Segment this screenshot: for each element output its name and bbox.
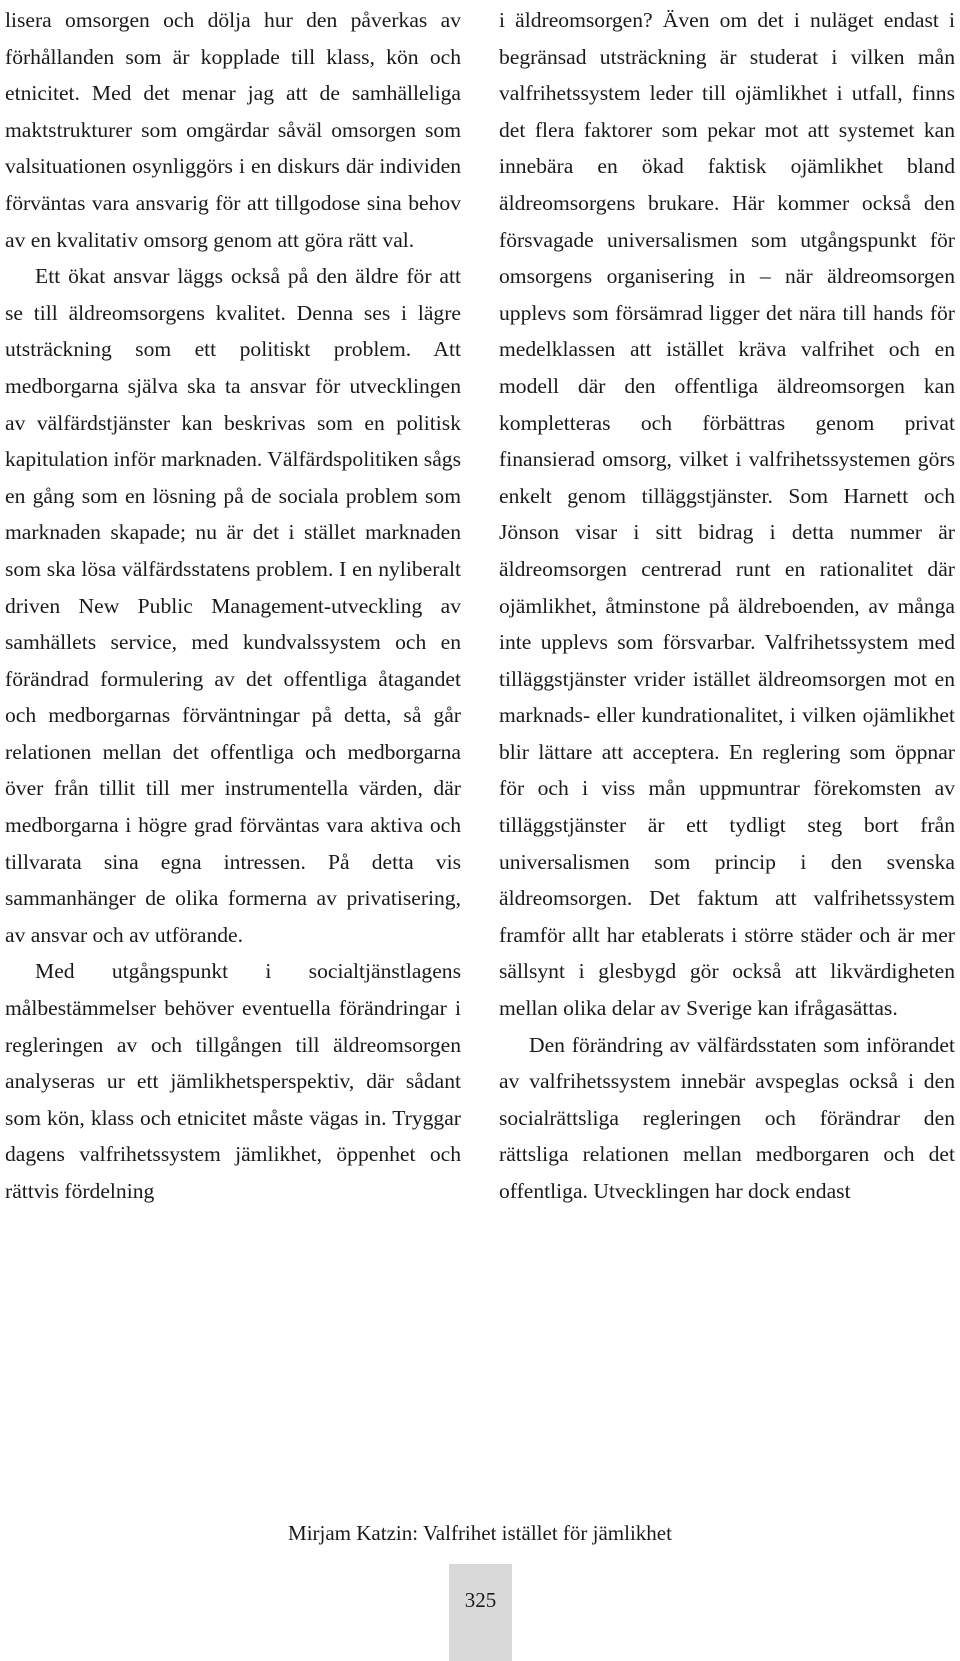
left-paragraph-2: Ett ökat ansvar läggs också på den äldre för att se till äldreomsorgens kvalitet. Denna ses i lägre utsträckning som ett politiskt problem. Att medborgarna själva ska ta ansvar för utvecklingen av välfärdstjänster kan beskrivas som en politisk kapitulation inför marknaden. Välfärdspolitiken sågs en gång som en lösning på de sociala problem som marknaden skapade; nu är det i stället marknaden som ska lösa välfärdsstatens problem. I en nyliberalt driven New Public Management-utveckling av samhällets service, med kundvalssystem och en förändrad formulering av det offentliga åtagandet och medborgarnas förväntningar på detta, så går relationen mellan det offentliga och medborgarna över från tillit till mer instrumentella värden, där medborgarna i högre grad förväntas vara aktiva och tillvarata sina egna intressen. På detta vis sammanhänger de olika formerna av privatisering, av ansvar och av utförande. <box>5 264 461 947</box>
text-columns <box>5 2 955 1462</box>
left-paragraph-1: lisera omsorgen och dölja hur den påverkas av förhållanden som är kopplade till klass, kön och etnicitet. Med det menar jag att de samhälleliga maktstrukturer som omgärdar såväl omsorgen som valsituationen osynliggörs i en diskurs där individen förväntas vara ansvarig för att tillgodose sina behov av en kvalitativ omsorg genom att göra rätt val. <box>5 8 461 252</box>
right-paragraph-2: Den förändring av välfärdsstaten som införandet av valfrihetssystem innebär avspeglas också i den socialrättsliga regleringen och förändrar den rättsliga relationen mellan medborgaren och det offentliga. Utvecklingen har dock endast <box>499 1032 955 1203</box>
left-column <box>5 2 461 1462</box>
page-number-tab <box>449 1564 512 1661</box>
right-column <box>499 2 955 1462</box>
page-number: 325 <box>464 1588 497 1612</box>
left-paragraph-3: Med utgångspunkt i socialtjänstlagens målbestämmelser behöver eventuella förändringar i regleringen av och tillgången till äldreomsorgen analyseras ur ett jämlikhetsperspektiv, där sådant som kön, klass och etnicitet måste vägas in. Tryggar dagens valfrihetssystem jämlikhet, öppenhet och rättvis fördelning <box>5 959 461 1203</box>
right-paragraph-1: i äldreomsorgen? Även om det i nuläget endast i begränsad utsträckning är studerat i vilken mån valfrihetssystem leder till ojämlikhet i utfall, finns det flera faktorer som pekar mot att systemet kan innebära en ökad faktisk ojämlikhet bland äldreomsorgens brukare. Här kommer också den försvagade universalismen som utgångspunkt för omsorgens organisering in – när äldreomsorgen upplevs som försämrad ligger det nära till hands för medelklassen att istället kräva valfrihet och en modell där den offentliga äldreomsorgen kan kompletteras och förbättras genom privat finansierad omsorg, vilket i valfrihetssystemen görs enkelt genom tilläggstjänster. Som Harnett och Jönson visar i sitt bidrag i detta nummer är äldreomsorgen centrerad runt en rationalitet där ojämlikhet, åtminstone på äldreboenden, av många inte upplevs som försvarbar. Valfrihetssystem med tilläggstjänster vrider istället äldreomsorgen mot en marknads- eller kundrationalitet, i vilken ojämlikhet blir lättare att acceptera. En reglering som öppnar för och i viss mån uppmuntrar förekomsten av tilläggstjänster är ett tydligt steg bort från universalismen som princip i den svenska äldreomsorgen. Det faktum att valfrihetssystem framför allt har etablerats i större städer och är mer sällsynt i glesbygd gör också att likvärdigheten mellan olika delar av Sverige kan ifrågasättas. <box>499 8 955 1021</box>
running-footer-title: Mirjam Katzin: Valfrihet istället för jämlikhet <box>288 1521 672 1545</box>
